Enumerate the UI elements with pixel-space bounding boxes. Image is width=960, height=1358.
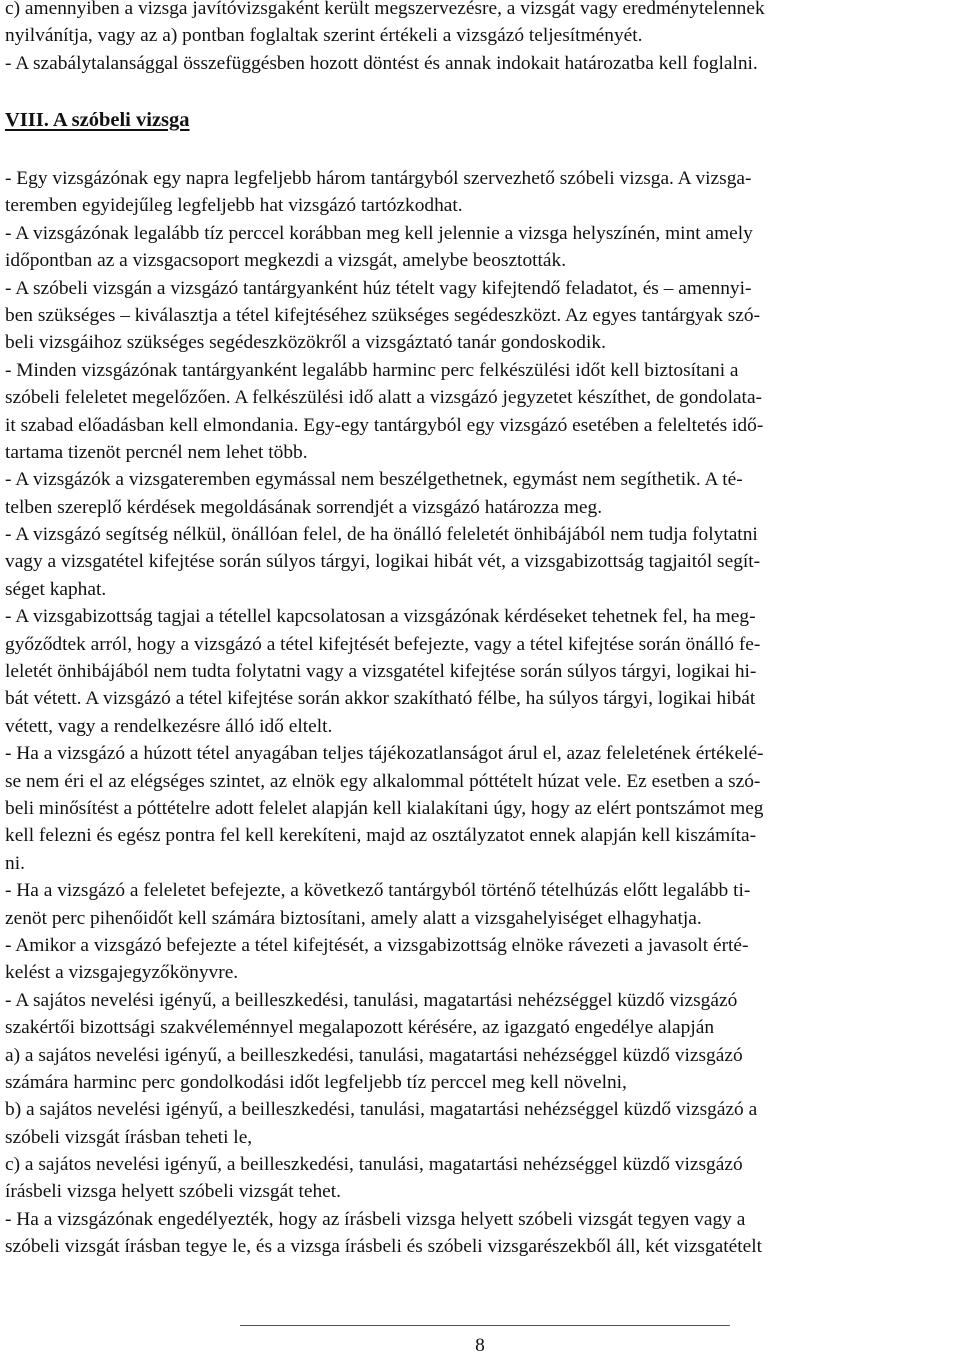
text-line: it szabad előadásban kell elmondania. Egy-egy tantárgyból egy vizsgázó esetében a feleltetés idő- [5,414,764,436]
text-line: időpontban az a vizsgacsoport megkezdi a vizsgát, amelybe beosztották. [5,250,567,272]
text-line: győződtek arról, hogy a vizsgázó a tétel kifejtését befejezte, vagy a tétel kifejtése során önálló fe- [5,633,761,655]
text-line: - Amikor a vizsgázó befejezte a tétel kifejtését, a vizsgabizottság elnöke rávezeti a javasolt érté- [5,934,749,956]
text-line: - A vizsgázónak legalább tíz perccel korábban meg kell jelennie a vizsga helyszínén, mint amely [5,222,753,244]
text-line: vagy a vizsgatétel kifejtése során súlyos tárgyi, logikai hibát vét, a vizsgabizottság tagjaitól segít- [5,551,761,573]
body-block [5,165,764,1261]
text-line: nyilvánítja, vagy az a) pontban foglaltak szerint értékeli a vizsgázó teljesítményét. [5,25,643,47]
text-line: kelést a vizsgajegyzőkönyvre. [5,962,239,984]
text-line: telben szereplő kérdések megoldásának sorrendjét a vizsgázó határozza meg. [5,496,603,518]
text-line: - A szabálytalansággal összefüggésben hozott döntést és annak indokait határozatba kell foglalni. [5,52,758,74]
text-line: kell felezni és egész pontra fel kell kerekíteni, majd az osztályzatot ennek alapján kell kiszámíta- [5,825,757,847]
text-line: - Egy vizsgázónak egy napra legfeljebb három tantárgyból szervezhető szóbeli vizsga. A vizsga- [5,168,752,189]
text-line: számára harminc perc gondolkodási időt legfeljebb tíz perccel meg kell növelni, [5,1071,627,1093]
text-line: beli vizsgáihoz szükséges segédeszközökről a vizsgáztató tanár gondoskodik. [5,332,606,354]
text-line: séget kaphat. [5,578,107,600]
text-line: írásbeli vizsga helyett szóbeli vizsgát tehet. [5,1181,341,1203]
text-line: - A sajátos nevelési igényű, a beilleszkedési, tanulási, magatartási nehézséggel küzdő vizsgázó [5,989,738,1011]
text-line: - Ha a vizsgázónak engedélyezték, hogy az írásbeli vizsga helyett szóbeli vizsgát tegyen vagy a [5,1208,746,1230]
text-line: c) amennyiben a vizsga javítóvizsgaként került megszervezésre, a vizsgát vagy eredménytelennek [5,0,765,19]
text-line: a) a sajátos nevelési igényű, a beilleszkedési, tanulási, magatartási nehézséggel küzdő vizsgázó [5,1044,743,1066]
text-line: - A szóbeli vizsgán a vizsgázó tantárgyanként húz tételt vagy kifejtendő feladatot, és – amennyi- [5,277,752,299]
text-line: szóbeli vizsgát írásban tegye le, és a vizsga írásbeli és szóbeli vizsgarészekből áll, két vizsgatételt [5,1236,763,1258]
text-line: tartama tizenöt percnél nem lehet több. [5,441,308,463]
text-line: szóbeli feleletet megelőzően. A felkészülési idő alatt a vizsgázó jegyzetet készíthet, de gondolata- [5,387,763,409]
text-line: - Minden vizsgázónak tantárgyanként legalább harminc perc felkészülési időt kell biztosítani a [5,359,739,381]
text-line: ben szükséges – kiválasztja a tétel kifejtéséhez szükséges segédeszközt. Az egyes tantárgyak szó- [5,304,761,326]
section-heading: VIII. A szóbeli vizsga [5,109,190,131]
text-line: - Ha a vizsgázó a húzott tétel anyagában teljes tájékozatlanságot árul el, azaz feleletének értékelé- [5,743,764,765]
footer-rule [240,1325,730,1326]
text-line: - Ha a vizsgázó a feleletet befejezte, a következő tantárgyból történő tételhúzás előtt legalább ti- [5,880,751,902]
text-line: teremben egyidejűleg legfeljebb hat vizsgázó tartózkodhat. [5,195,463,217]
text-line: - A vizsgabizottság tagjai a tétellel kapcsolatosan a vizsgázónak kérdéseket tehetnek fel, ha meg- [5,606,756,628]
page-number: 8 [475,1335,485,1356]
text-line: zenöt perc pihenőidőt kell számára biztosítani, amely alatt a vizsgahelyiséget elhagyhatja. [5,907,702,929]
intro-block [5,0,765,77]
document-page [5,0,955,1358]
text-line: szóbeli vizsgát írásban teheti le, [5,1126,253,1148]
text-line: leletét önhibájából nem tudta folytatni vagy a vizsgatétel kifejtése során súlyos tárgyi, logikai hi- [5,661,757,683]
text-line: ni. [5,852,25,874]
text-line: se nem éri el az elégséges szintet, az elnök egy alkalommal póttételt húzat vele. Ez esetben a szó- [5,770,761,792]
text-line: - A vizsgázó segítség nélkül, önállóan felel, de ha önálló feleletét önhibájából nem tudja folytatni [5,524,758,546]
text-line: beli minősítést a póttételre adott felelet alapján kell kialakítani úgy, hogy az elért pontszámot meg [5,797,764,819]
text-line: bát vétett. A vizsgázó a tétel kifejtése során akkor szakítható félbe, ha súlyos tárgyi, logikai hibát [5,688,756,710]
text-line: vétett, vagy a rendelkezésre álló idő eltelt. [5,715,333,737]
text-line: szakértői bizottsági szakvéleménnyel megalapozott kérésére, az igazgató engedélye alapján [5,1017,715,1039]
text-line: b) a sajátos nevelési igényű, a beilleszkedési, tanulási, magatartási nehézséggel küzdő vizsgázó a [5,1099,758,1121]
text-line: - A vizsgázók a vizsgateremben egymással nem beszélgethetnek, egymást nem segíthetik. A té- [5,469,743,491]
text-line: c) a sajátos nevelési igényű, a beilleszkedési, tanulási, magatartási nehézséggel küzdő vizsgázó [5,1154,743,1176]
